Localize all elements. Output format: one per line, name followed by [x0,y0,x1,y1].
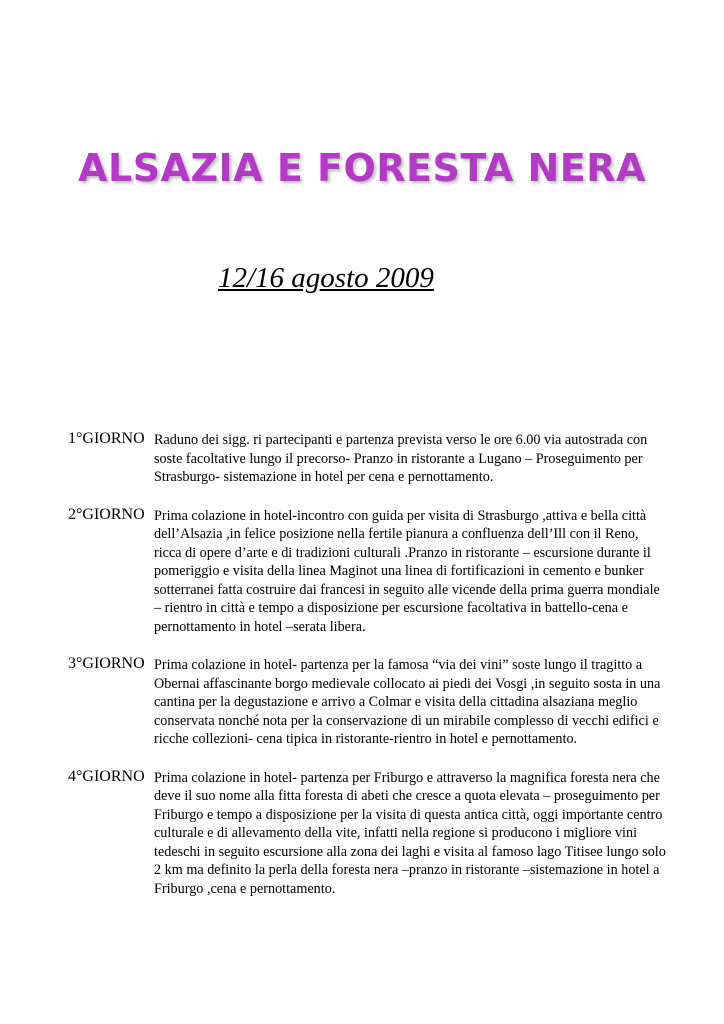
day-label: 2°GIORNO [68,505,145,523]
day-label: 1°GIORNO [68,430,145,447]
itinerary-day-1 [68,430,668,487]
document-title: ALSAZIA E FORESTA NERA [78,146,646,190]
day-description: Prima colazione in hotel-incontro con guida per visita di Strasburgo ,attiva e bella città dell’Alsazia ,in felice posizione nella fertile pianura a confluenza dell’Ill con il Reno, ricca di opere d’arte e di tradizioni culturali .Pranzo in ristorante – escursione durante il pomeriggio e visita della linea Maginot una linea di fortificazioni in cemento e bunker sotterranei fatta costruire dai francesi in seguito alle vicende della prima guerra mondiale – rientro in città e tempo a disposizione per escursione facoltativa in battello-cena e pernottamento in hotel –serata libera. [154,507,660,635]
trip-dates: 12/16 agosto 2009 [218,262,434,294]
day-description: Prima colazione in hotel- partenza per Friburgo e attraverso la magnifica foresta nera che deve il suo nome alla fitta foresta di abeti che cresce a quota elevata – proseguimento per Friburgo e tempo a disposizione per la visita di questa antica città, oggi importante centro culturale e di allevamento della vite, infatti nella regione si producono i migliore vini tedeschi in seguito escursione alla zona dei laghi e visita al famoso lago Titisee lungo solo 2 km ma definito la perla della foresta nera –pranzo in ristorante –sistemazione in hotel a Friburgo ,cena e pernottamento. [154,769,666,897]
day-description: Raduno dei sigg. ri partecipanti e partenza prevista verso le ore 6.00 via autostrada con soste facoltative lungo il precorso- Pranzo in ristorante a Lugano – Proseguimento per Strasburgo- sistemazione in hotel per cena e pernottamento. [154,432,648,485]
day-label: 3°GIORNO [68,655,145,672]
itinerary [68,430,668,917]
day-label: 4°GIORNO [68,767,145,785]
day-description: Prima colazione in hotel- partenza per la famosa “via dei vini” soste lungo il tragitto a Obernai affascinante borgo medievale collocato ai piedi dei Vosgi ,in seguito sosta in una cantina per la degustazione e arrivo a Colmar e visita della cittadina alsaziana meglio conservata nonché nota per la conservazione di un mirabile complesso di vecchi edifici e ricche collezioni- cena tipica in ristorante-rientro in hotel e pernottamento. [154,657,661,747]
itinerary-day-4 [68,768,668,899]
itinerary-day-3 [68,655,668,749]
itinerary-day-2 [68,506,668,637]
